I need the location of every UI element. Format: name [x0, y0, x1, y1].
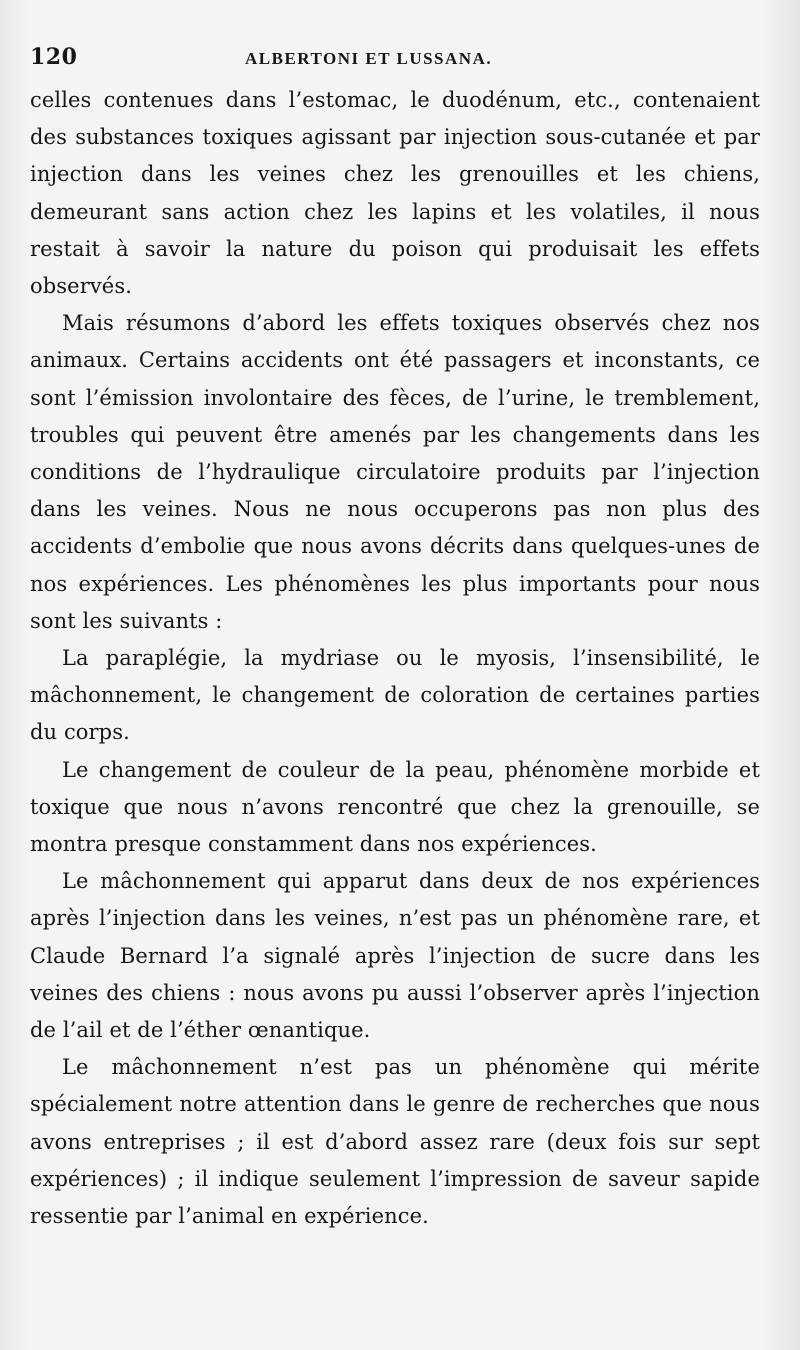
paragraph-continuation: celles contenues dans l’estomac, le duodénum, etc., contenaient des substances toxiques agissant par injection sous-cutanée et par injection dans les veines chez les grenouilles et les chiens, demeurant sans action chez les lapins et les volatiles, il nous restait à savoir la nature du poison qui produisait les effets observés.	[30, 88, 760, 299]
running-title: ALBERTONI ET LUSSANA.	[245, 49, 493, 68]
paragraph-chewing-observation: Le mâchonnement qui apparut dans deux de nos expériences après l’injection dans les veines, n’est pas un phénomène rare, et Claude Bernard l’a signalé après l’injection de sucre dans les veines des chiens : nous avons pu aussi l’observer après l’injection de l’ail et de l’éther œnantique.	[30, 869, 760, 1043]
page-header	[30, 44, 760, 74]
paragraph-symptoms-list: La paraplégie, la mydriase ou le myosis, l’insensibilité, le mâchonnement, le changement de coloration de certaines parties du corps.	[30, 646, 760, 745]
paragraph-toxic-effects-summary: Mais résumons d’abord les effets toxiques observés chez nos animaux. Certains accidents ont été passagers et inconstants, ce sont l’émission involontaire des fèces, de l’urine, le tremblement, troubles qui peuvent être amenés par les changements dans les conditions de l’hydraulique circulatoire produits par l’injection dans les veines. Nous ne nous occuperons pas non plus des accidents d’embolie que nous avons décrits dans quelques-unes de nos expériences. Les phénomènes les plus importants pour nous sont les suivants :	[30, 311, 760, 633]
page-number: 120	[30, 44, 78, 70]
paragraph-chewing-significance: Le mâchonnement n’est pas un phénomène qui mérite spécialement notre attention dans le genre de recherches que nous avons entreprises ; il est d’abord assez rare (deux fois sur sept expériences) ; il indique seulement l’impression de saveur sapide ressentie par l’animal en expérience.	[30, 1055, 760, 1229]
body-text	[30, 82, 760, 1235]
paragraph-skin-color-change: Le changement de couleur de la peau, phénomène morbide et toxique que nous n’avons rencontré que chez la grenouille, se montra presque constamment dans nos expériences.	[30, 757, 760, 857]
